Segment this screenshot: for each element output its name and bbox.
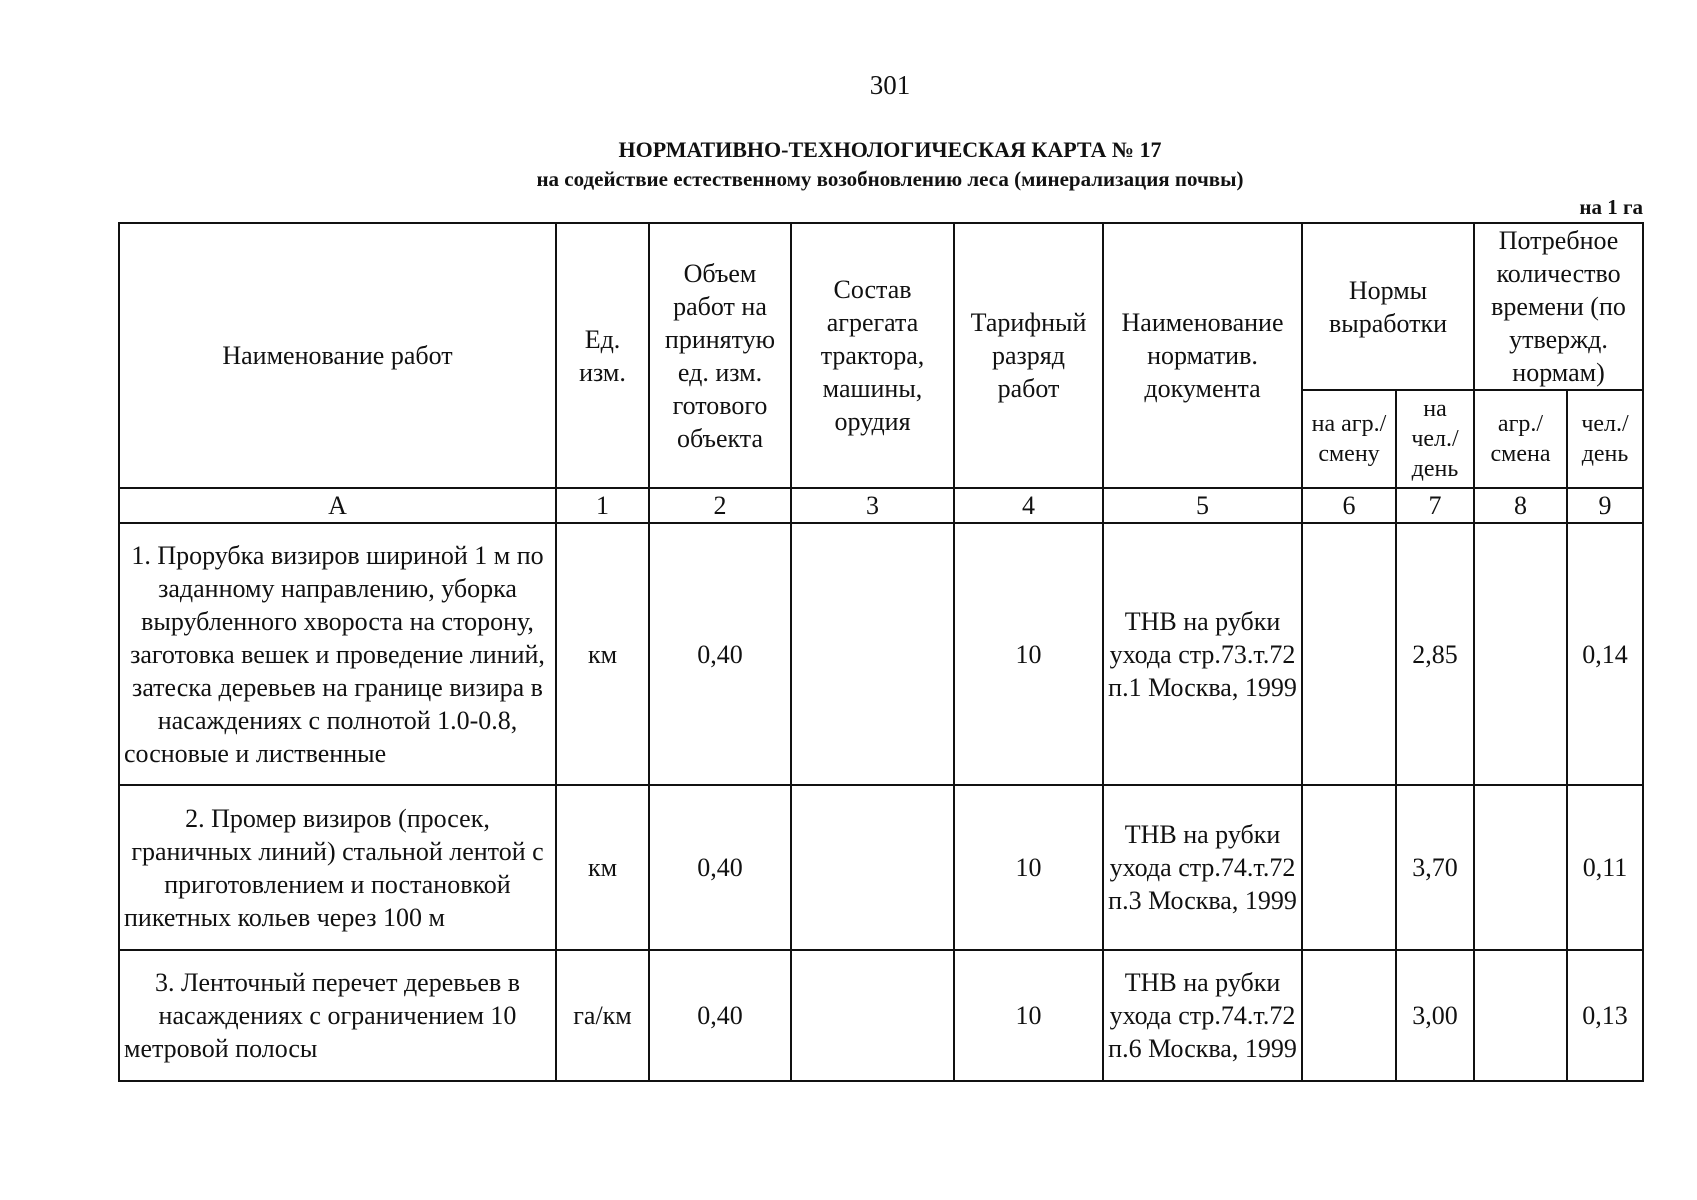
column-index: А: [119, 488, 556, 523]
column-index: 5: [1103, 488, 1302, 523]
header-unit: Ед. изм.: [556, 223, 649, 488]
table-row: [119, 950, 1643, 1081]
column-index: 8: [1474, 488, 1567, 523]
column-index: 4: [954, 488, 1103, 523]
header-composition: Состав агрегата трактора, машины, орудия: [791, 223, 954, 488]
norm-man-cell: 2,85: [1396, 523, 1474, 785]
header-norms-agr: на агр./ смену: [1302, 390, 1396, 488]
header-tariff: Тарифный разряд работ: [954, 223, 1103, 488]
time-agr-cell: [1474, 785, 1567, 950]
table-row: [119, 785, 1643, 950]
time-man-cell: 0,13: [1567, 950, 1643, 1081]
header-time: Потребное количество времени (по утвержд. нормам): [1474, 223, 1643, 390]
norm-table: [118, 222, 1644, 1082]
tariff-cell: 10: [954, 950, 1103, 1081]
document-cell: ТНВ на рубки ухода стр.74.т.72 п.6 Москва, 1999: [1103, 950, 1302, 1081]
document-cell: ТНВ на рубки ухода стр.73.т.72 п.1 Москва, 1999: [1103, 523, 1302, 785]
work-name-cell: 2. Промер визиров (просек, граничных линий) стальной лентой с приготовлением и постановкой пикетных кольев через 100 м: [119, 785, 556, 950]
work-name-cell: 3. Ленточный перечет деревьев в насаждениях с ограничением 10 метровой полосы: [119, 950, 556, 1081]
volume-cell: 0,40: [649, 950, 791, 1081]
norm-agr-cell: [1302, 523, 1396, 785]
unit-note: на 1 га: [1579, 195, 1643, 219]
document-title: НОРМАТИВНО-ТЕХНОЛОГИЧЕСКАЯ КАРТА № 17: [618, 137, 1162, 162]
unit-cell: км: [556, 785, 649, 950]
tariff-cell: 10: [954, 523, 1103, 785]
work-name-cell: 1. Прорубка визиров шириной 1 м по заданному направлению, уборка вырубленного хвороста на сторону, заготовка вешек и проведение линий, затеска деревьев на границе визира в насаждениях с полнотой 1.0-0.8, сосновые и лиственные: [119, 523, 556, 785]
column-index: 7: [1396, 488, 1474, 523]
unit-cell: км: [556, 523, 649, 785]
header-time-agr: агр./ смена: [1474, 390, 1567, 488]
composition-cell: [791, 950, 954, 1081]
composition-cell: [791, 785, 954, 950]
norm-man-cell: 3,70: [1396, 785, 1474, 950]
norm-agr-cell: [1302, 785, 1396, 950]
header-work-name: Наименование работ: [119, 223, 556, 488]
header-norms: Нормы выработки: [1302, 223, 1474, 390]
norm-agr-cell: [1302, 950, 1396, 1081]
norm-man-cell: 3,00: [1396, 950, 1474, 1081]
document-subtitle: на содействие естественному возобновлению леса (минерализация почвы): [536, 167, 1244, 191]
header-volume: Объем работ на принятую ед. изм. готового объекта: [649, 223, 791, 488]
header-time-man: чел./ день: [1567, 390, 1643, 488]
time-man-cell: 0,11: [1567, 785, 1643, 950]
column-index: 1: [556, 488, 649, 523]
composition-cell: [791, 523, 954, 785]
volume-cell: 0,40: [649, 785, 791, 950]
page-number: 301: [869, 70, 911, 100]
tariff-cell: 10: [954, 785, 1103, 950]
header-document: Наименование норматив. документа: [1103, 223, 1302, 488]
table-row: [119, 523, 1643, 785]
time-agr-cell: [1474, 523, 1567, 785]
column-index-row: [119, 488, 1643, 523]
column-index: 6: [1302, 488, 1396, 523]
volume-cell: 0,40: [649, 523, 791, 785]
time-agr-cell: [1474, 950, 1567, 1081]
document-cell: ТНВ на рубки ухода стр.74.т.72 п.3 Москва, 1999: [1103, 785, 1302, 950]
column-index: 2: [649, 488, 791, 523]
time-man-cell: 0,14: [1567, 523, 1643, 785]
header-norms-man: на чел./ день: [1396, 390, 1474, 488]
column-index: 3: [791, 488, 954, 523]
unit-cell: га/км: [556, 950, 649, 1081]
header-row-1: [119, 223, 1643, 390]
column-index: 9: [1567, 488, 1643, 523]
